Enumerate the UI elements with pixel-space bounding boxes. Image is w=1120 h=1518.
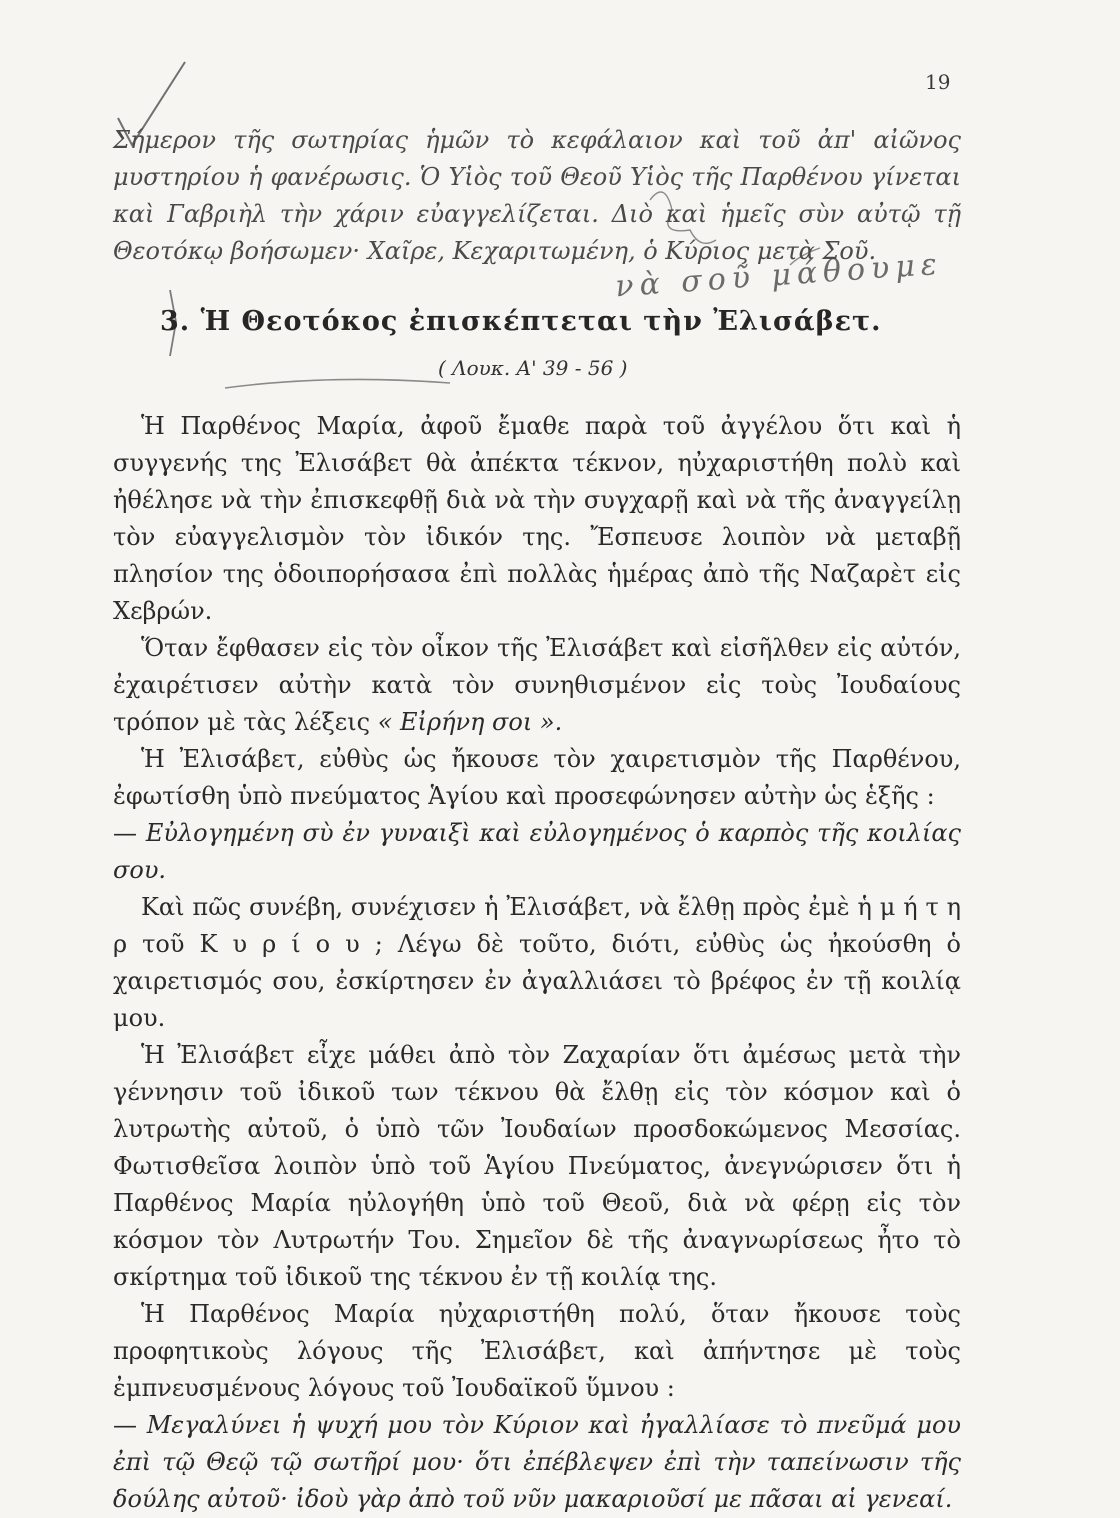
page-number: 19 [925,70,951,94]
paragraph-lead: Ὅταν ἔφθασεν εἰς τὸν οἶκον τῆς Ἐλισάβετ καὶ εἰσῆλθεν εἰς αὐτόν, ἐχαιρέτισεν αὐτὴν κατὰ τὸν συνηθισμένον εἰς τοὺς Ἰουδαίους τρόπον μὲ τὰς λέξεις [113,634,961,736]
quote-paragraph: — Εὐλογημένη σὺ ἐν γυναιξὶ καὶ εὐλογημένος ὁ καρπὸς τῆς κοιλίας σου. [113,819,961,884]
intro-hymn-text: Σήμερον τῆς σωτηρίας ἡμῶν τὸ κεφάλαιον καὶ τοῦ ἀπ' αἰῶνος μυστηρίου ἡ φανέρωσις. Ὁ Υἱὸς τοῦ Θεοῦ Υἱὸς τῆς Παρθένου γίνεται καὶ Γαβριὴλ τὴν χάριν εὐαγγελίζεται. Διὸ καὶ ἡμεῖς σὺν αὐτῷ τῇ Θεοτόκῳ βοήσωμεν· Χαῖρε, Κεχαριτωμένη, ὁ Κύριος μετὰ Σοῦ. [113,126,961,265]
scripture-reference: ( Λουκ. Α' 39 - 56 ) [438,356,628,380]
quote-paragraph: — Μεγαλύνει ἡ ψυχή μου τὸν Κύριον καὶ ἠγαλλίασε τὸ πνεῦμά μου ἐπὶ τῷ Θεῷ τῷ σωτῆρί μου· ὅτι ἐπέβλεψεν ἐπὶ τὴν ταπείνωσιν τῆς δούλης αὐτοῦ· ἰδοὺ γὰρ ἀπὸ τοῦ νῦν μακαριοῦσί με πᾶσαι αἱ γενεαί. [113,1411,961,1513]
paragraph: Ἡ Παρθένος Μαρία ηὐχαριστήθη πολύ, ὅταν ἤκουσε τοὺς προφητικοὺς λόγους τῆς Ἐλισάβετ, καὶ ἀπήντησε μὲ τοὺς ἐμπνευσμένους λόγους τοῦ Ἰουδαϊκοῦ ὕμνου : [113,1300,961,1402]
paragraph: Καὶ πῶς συνέβη, συνέχισεν ἡ Ἐλισάβετ, νὰ ἔλθῃ πρὸς ἐμὲ ἡ μ ή τ η ρ τοῦ Κ υ ρ ί ο υ ; Λέγω δὲ τοῦτο, διότι, εὐθὺς ὡς ἠκούσθη ὁ χαιρετισμός σου, ἐσκίρτησεν ἐν ἀγαλλιάσει τὸ βρέφος ἐν τῇ κοιλίᾳ μου. [113,893,961,1032]
body-text [113,408,961,1518]
paragraph: Ἡ Ἐλισάβετ, εὐθὺς ὡς ἤκουσε τὸν χαιρετισμὸν τῆς Παρθένου, ἐφωτίσθη ὑπὸ πνεύματος Ἁγίου καὶ προσεφώνησεν αὐτὴν ὡς ἑξῆς : [113,745,961,810]
intro-hymn [113,122,961,270]
pen-underline-stroke [225,379,450,388]
paragraph: Ἡ Παρθένος Μαρία, ἀφοῦ ἔμαθε παρὰ τοῦ ἀγγέλου ὅτι καὶ ἡ συγγενής της Ἐλισάβετ θὰ ἀπέκτα τέκνον, ηὐχαριστήθη πολὺ καὶ ἠθέλησε νὰ τὴν ἐπισκεφθῇ διὰ νὰ τὴν συγχαρῇ καὶ νὰ τῆς ἀναγγείλῃ τὸν εὐαγγελισμὸν τὸν ἰδικόν της. Ἔσπευσε λοιπὸν νὰ μεταβῇ πλησίον της ὁδοιπορήσασα ἐπὶ πολλὰς ἡμέρας ἀπὸ τῆς Ναζαρὲτ εἰς Χεβρών. [113,412,961,625]
handwritten-note: νὰ σοῦ μάθουμε [614,246,944,305]
section-heading: 3. Ἡ Θεοτόκος ἐπισκέπτεται τὴν Ἐλισάβετ. [160,306,882,337]
paragraph [113,630,961,741]
greeting-quote: « Εἰρήνη σοι ». [377,708,563,736]
paragraph: Ἡ Ἐλισάβετ εἶχε μάθει ἀπὸ τὸν Ζαχαρίαν ὅτι ἀμέσως μετὰ τὴν γέννησιν τοῦ ἰδικοῦ των τέκνου θὰ ἔλθῃ εἰς τὸν κόσμον καὶ ὁ λυτρωτὴς αὐτοῦ, ὁ ὑπὸ τῶν Ἰουδαίων προσδοκώμενος Μεσσίας. Φωτισθεῖσα λοιπὸν ὑπὸ τοῦ Ἁγίου Πνεύματος, ἀνεγνώρισεν ὅτι ἡ Παρθένος Μαρία ηὐλογήθη ὑπὸ τοῦ Θεοῦ, διὰ νὰ φέρῃ εἰς τὸν κόσμον τὸν Λυτρωτήν Του. Σημεῖον δὲ τῆς ἀναγνωρίσεως ἦτο τὸ σκίρτημα τοῦ ἰδικοῦ της τέκνου ἐν τῇ κοιλίᾳ της. [113,1041,961,1291]
